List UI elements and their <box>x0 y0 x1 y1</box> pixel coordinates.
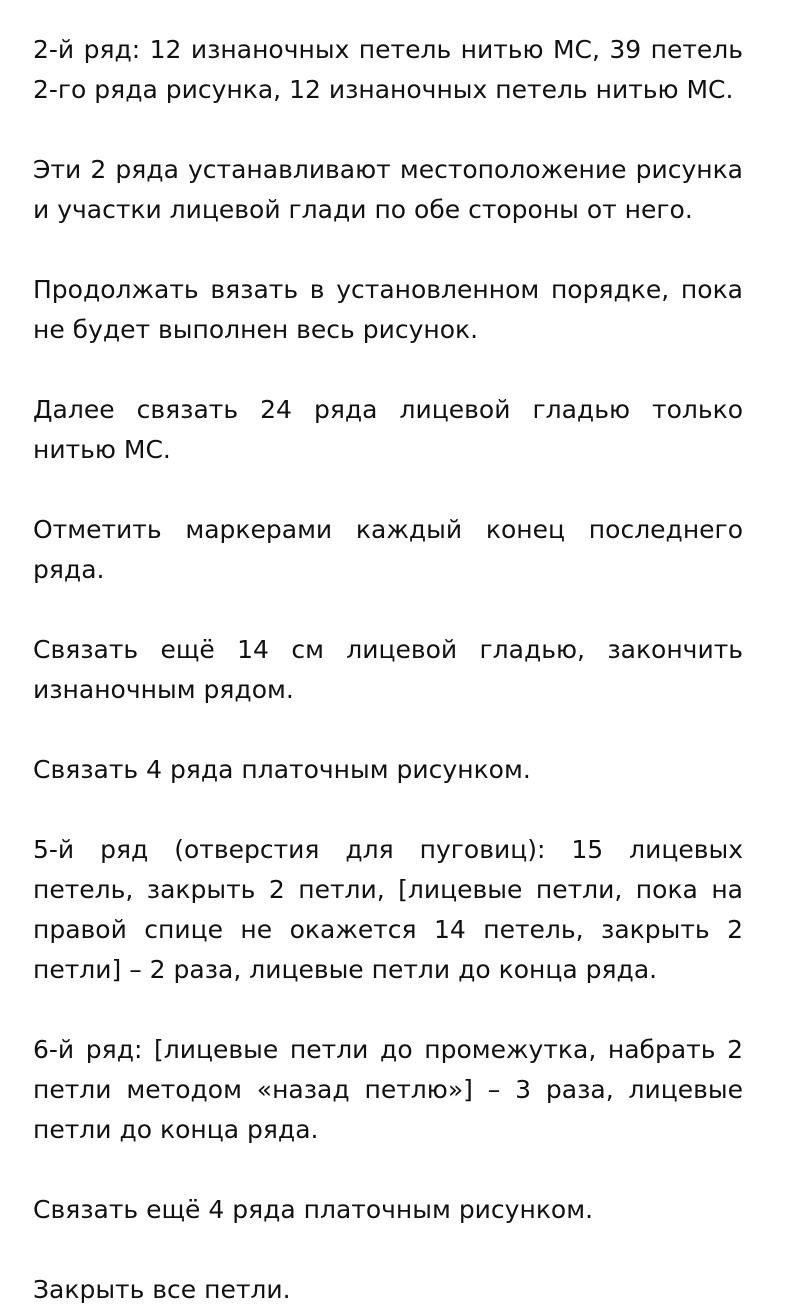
document-body <box>33 30 743 1310</box>
paragraph-row-5-buttonholes: 5-й ряд (отверстия для пуговиц): 15 лицевых петель, закрыть 2 петли, [лицевые петли, пока на правой спице не окажется 14 петель, закрыть 2 петли] – 2 раза, лицевые петли до конца ряда. <box>33 835 743 984</box>
paragraph-bind-off: Закрыть все петли. <box>33 1275 291 1304</box>
paragraph-markers: Отметить маркерами каждый конец последнего ряда. <box>33 515 743 584</box>
paragraph-14cm: Связать ещё 14 см лицевой гладью, закончить изнаночным рядом. <box>33 635 743 704</box>
paragraph-garter-more: Связать ещё 4 ряда платочным рисунком. <box>33 1195 594 1224</box>
paragraph-garter-4-rows: Связать 4 ряда платочным рисунком. <box>33 755 531 784</box>
paragraph-stockinette-24-rows: Далее связать 24 ряда лицевой гладью только нитью МС. <box>33 395 743 464</box>
paragraph-row-2: 2-й ряд: 12 изнаночных петель нитью МС, 39 петель 2-го ряда рисунка, 12 изнаночных петель нитью МС. <box>33 35 743 104</box>
paragraph-row-6: 6-й ряд: [лицевые петли до промежутка, набрать 2 петли методом «назад петлю»] – 3 раза, лицевые петли до конца ряда. <box>33 1035 743 1144</box>
paragraph-continue: Продолжать вязать в установленном порядке, пока не будет выполнен весь рисунок. <box>33 275 743 344</box>
paragraph-pattern-placement: Эти 2 ряда устанавливают местоположение рисунка и участки лицевой глади по обе стороны от него. <box>33 155 743 224</box>
